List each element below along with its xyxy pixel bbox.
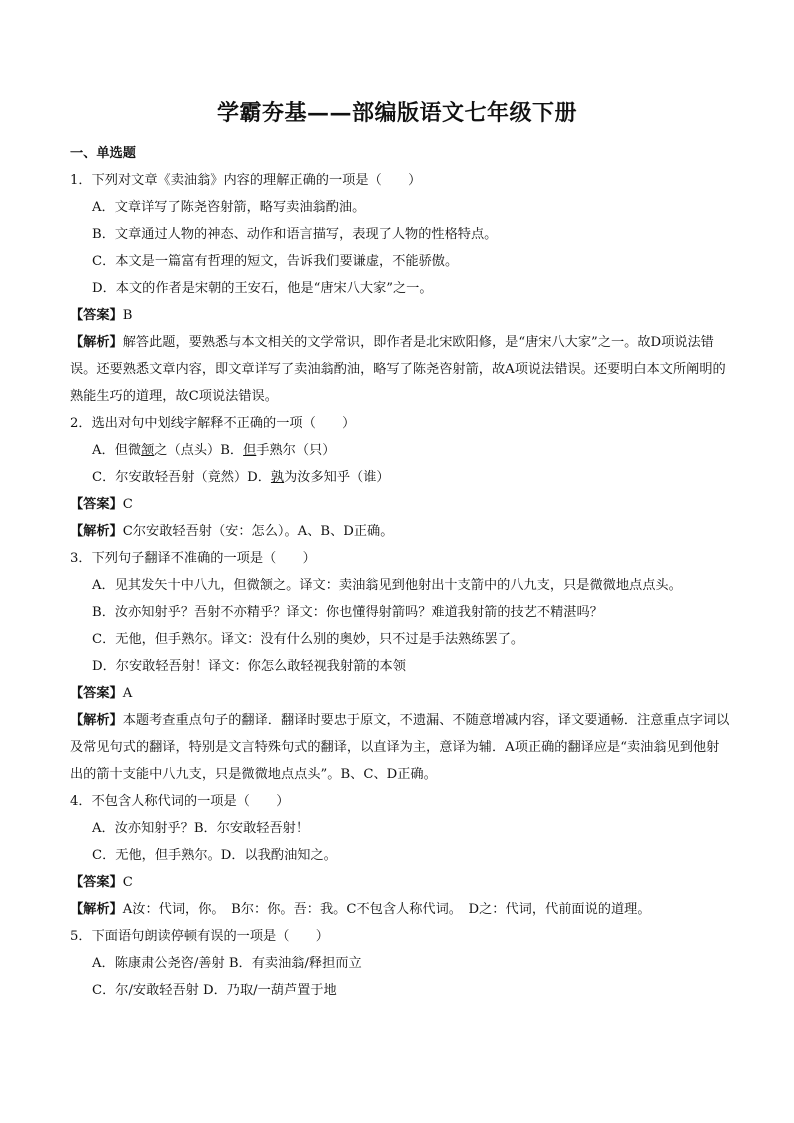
question-5-options-ab: A．陈康肃公尧咨/善射 B．有卖油翁/释担而立 (92, 956, 362, 971)
option-c-gloss: 竟然 (207, 470, 234, 485)
section-heading: 一、单选题 (70, 146, 136, 161)
answer-tag: 【答案】 (70, 875, 123, 890)
question-2-answer (70, 491, 730, 518)
question-3-option-a: A．见其发矢十中八九，但微颔之。译文：卖油翁见到他射出十支箭中的八九支，只是微微地点点头。 (92, 578, 682, 593)
question-1-stem: 1．下列对文章《卖油翁》内容的理解正确的一项是（ ） (70, 173, 422, 188)
analysis-tag: 【解析】 (70, 335, 123, 350)
question-1-option-d: D．本文的作者是宋朝的王安石，他是“唐宋八大家”之一。 (92, 281, 433, 296)
option-a-gloss: 之（点头） (154, 443, 221, 458)
question-2-stem: 2．选出对句中划线字解释不正确的一项（ ） (70, 416, 356, 431)
answer-value: C (122, 497, 133, 512)
option-d-underlined: 孰 (270, 470, 285, 485)
option-c-close: ） (233, 470, 248, 485)
document-title: 学霸夯基——部编版语文七年级下册 (216, 100, 577, 126)
question-2-analysis (70, 518, 730, 545)
answer-tag: 【答案】 (70, 497, 123, 512)
question-1-option-b: B．文章通过人物的神态、动作和语言描写，表现了人物的性格特点。 (92, 227, 498, 242)
question-4-options-ab: A．汝亦知射乎？B．尔安敢轻吾射！ (92, 821, 310, 836)
question-4-analysis (70, 896, 730, 923)
answer-value: C (122, 875, 133, 890)
analysis-tag: 【解析】 (70, 713, 123, 728)
analysis-text: A汝：代词，你。 B尔：你。吾：我。C不包含人称代词。 D之：代词，代前面说的道理。 (122, 902, 651, 917)
answer-tag: 【答案】 (70, 686, 123, 701)
question-3-option-b: B．汝亦知射乎？吾射不亦精乎？译文：你也懂得射箭吗？难道我射箭的技艺不精湛吗？ (92, 605, 603, 620)
option-b-underlined: 但 (243, 443, 257, 458)
analysis-tag: 【解析】 (70, 524, 123, 539)
analysis-tag: 【解析】 (70, 902, 123, 917)
question-3-answer (70, 680, 730, 707)
option-d-text: D． (247, 470, 271, 485)
question-2-options-cd (70, 464, 730, 491)
question-2-options-ab (70, 437, 730, 464)
question-4-options-cd: C．无他，但手熟尔。D．以我酌油知之。 (92, 848, 337, 863)
question-3-stem: 3．下列句子翻译不准确的一项是（ ） (70, 551, 316, 566)
question-4-stem: 4．不包含人称代词的一项是（ ） (70, 794, 290, 809)
analysis-text: C尔安敢轻吾射（安：怎么）。A、B、D正确。 (122, 524, 394, 539)
option-a-underlined: 颔 (141, 443, 155, 458)
question-4-answer (70, 869, 730, 896)
question-1-analysis (70, 329, 730, 410)
option-b-gloss: 手熟尔（只） (256, 443, 336, 458)
analysis-text: 本题考查重点句子的翻译．翻译时要忠于原文，不遗漏、不随意增减内容，译文要通畅．注意重点字词以及常见句式的翻译，特别是文言特殊句式的翻译，以直译为主，意译为辅．A项正确的翻译应是“卖油翁见到他射出的箭十支能中八九支，只是微微地点点头”。B、C、D正确。 (70, 713, 730, 782)
option-a-text: A．但微 (92, 443, 142, 458)
question-1-option-c: C．本文是一篇富有哲理的短文，告诉我们要谦虚，不能骄傲。 (92, 254, 459, 269)
answer-value: B (122, 308, 133, 323)
question-3-analysis (70, 707, 730, 788)
document-body (70, 140, 730, 1004)
question-3-option-d: D．尔安敢轻吾射！译文：你怎么敢轻视我射箭的本领 (92, 659, 406, 674)
option-c-text: C．尔安敢轻吾射（ (92, 470, 208, 485)
answer-tag: 【答案】 (70, 308, 123, 323)
option-d-gloss: 为汝多知乎（谁） (284, 470, 390, 485)
question-5-stem: 5．下面语句朗读停顿有误的一项是（ ） (70, 929, 329, 944)
question-1-answer (70, 302, 730, 329)
answer-value: A (122, 686, 133, 701)
question-5-options-cd: C．尔/安敢轻吾射 D．乃取/一葫芦置于地 (92, 983, 337, 998)
question-3-option-c: C．无他，但手熟尔。译文：没有什么别的奥妙，只不过是手法熟练罢了。 (92, 632, 525, 647)
question-1-option-a: A．文章详写了陈尧咨射箭，略写卖油翁酌油。 (92, 200, 366, 215)
analysis-text: 解答此题，要熟悉与本文相关的文学常识，即作者是北宋欧阳修，是“唐宋八大家”之一。故D项说法错误。还要熟悉文章内容，即文章详写了卖油翁酌油，略写了陈尧咨射箭，故A项说法错误。还要明白本文所阐明的熟能生巧的道理，故C项说法错误。 (70, 335, 726, 404)
option-b-text: B． (220, 443, 244, 458)
